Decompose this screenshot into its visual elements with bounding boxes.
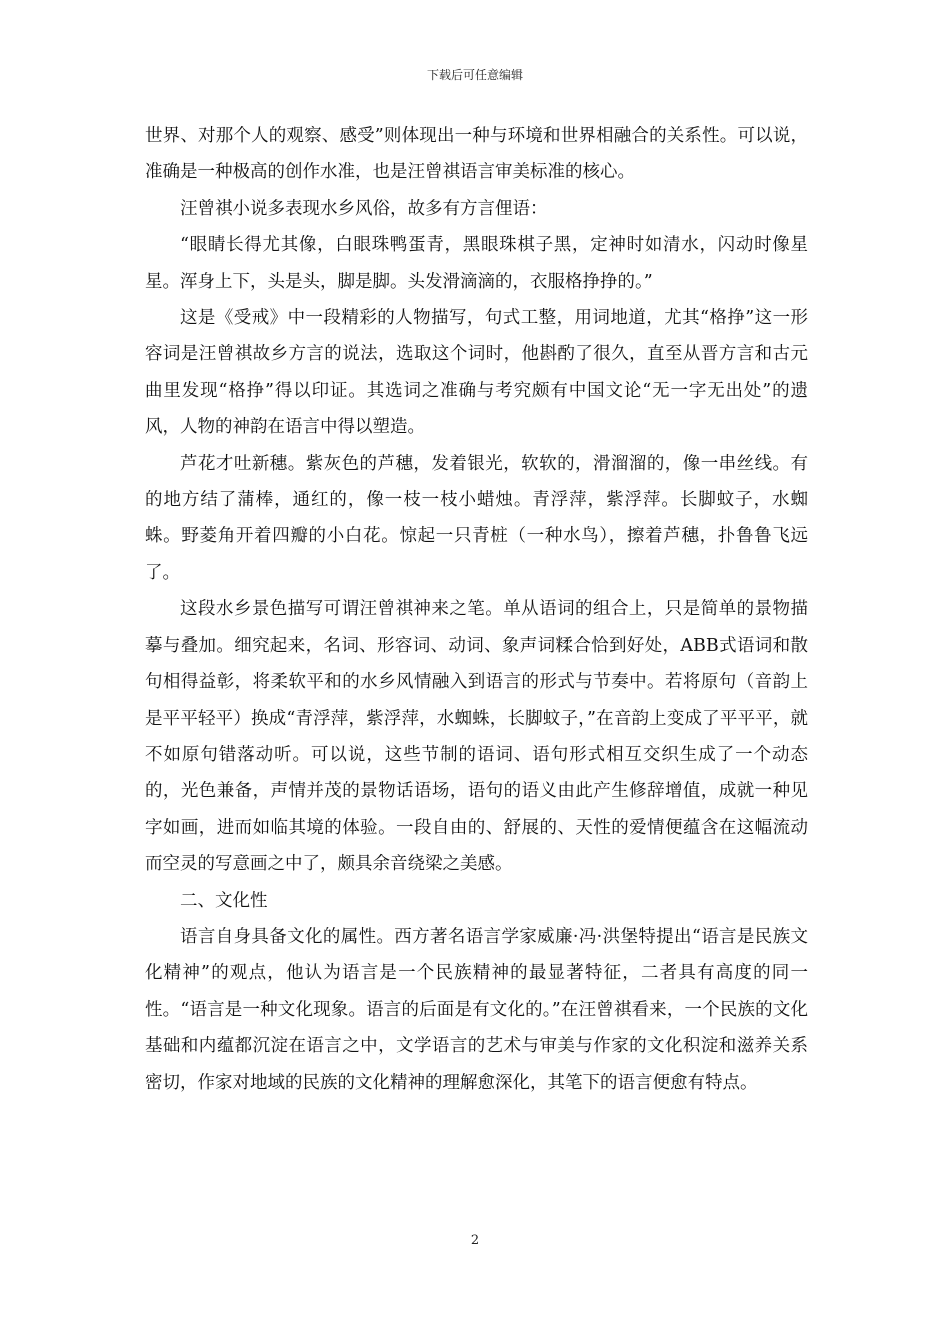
paragraph: 汪曾祺小说多表现水乡风俗，故多有方言俚语： [180, 198, 548, 219]
paragraph: 世界、对那个人的观察、感受”则体现出一种与环境和世界相融合的关系性。可以说，准确是一种极高的创作水准，也是汪曾祺语言审美标准的核心。 [145, 126, 808, 183]
document-body [145, 118, 808, 1101]
page-number: 2 [470, 1233, 480, 1248]
section-heading: 二、文化性 [180, 890, 268, 911]
paragraph: 这段水乡景色描写可谓汪曾祺神来之笔。单从语词的组合上，只是简单的景物描摹与叠加。细究起来，名词、形容词、动词、象声词糅合恰到好处，ABB式语词和散句相得益彰，将柔软平和的水乡风情融入到语言的形式与节奏中。若将原句（音韵上是平平轻平）换成“青浮萍，紫浮萍，水蜘蛛，长脚蚊子，”在音韵上变成了平平平，就不如原句错落动听。可以说，这些节制的语词、语句形式相互交织生成了一个动态的，光色兼备，声情并茂的景物话语场，语句的语义由此产生修辞增值，成就一种见字如画，进而如临其境的体验。一段自由的、舒展的、天性的爱情便蕴含在这幅流动而空灵的写意画之中了，颇具余音绕梁之美感。 [145, 599, 808, 875]
quote-paragraph: 芦花才吐新穗。紫灰色的芦穗，发着银光，软软的，滑溜溜的，像一串丝线。有的地方结了蒲棒，通红的，像一枝一枝小蜡烛。青浮萍，紫浮萍。长脚蚊子，水蜘蛛。野菱角开着四瓣的小白花。惊起一只青桩（一种水鸟），擦着芦穗，扑鲁鲁飞远了。 [145, 453, 808, 583]
paragraph: 语言自身具备文化的属性。西方著名语言学家威廉·冯·洪堡特提出“语言是民族文化精神”的观点，他认为语言是一个民族精神的最显著特征，二者具有高度的同一性。“语言是一种文化现象。语言的后面是有文化的。”在汪曾祺看来，一个民族的文化基础和内蕴都沉淀在语言之中，文学语言的艺术与审美与作家的文化积淀和滋养关系密切，作家对地域的民族的文化精神的理解愈深化，其笔下的语言便愈有特点。 [145, 926, 808, 1093]
paragraph: 这是《受戒》中一段精彩的人物描写，句式工整，用词地道，尤其“格挣”这一形容词是汪曾祺故乡方言的说法，选取这个词时，他斟酌了很久，直至从晋方言和古元曲里发现“格挣”得以印证。其选词之准确与考究颇有中国文论“无一字无出处”的遗风，人物的神韵在语言中得以塑造。 [145, 308, 808, 438]
page-header: 下载后可任意编辑 [426, 68, 523, 82]
quote-paragraph: “眼睛长得尤其像，白眼珠鸭蛋青，黑眼珠棋子黑，定神时如清水，闪动时像星星。浑身上下，头是头，脚是脚。头发滑滴滴的，衣服格挣挣的。” [145, 235, 808, 292]
